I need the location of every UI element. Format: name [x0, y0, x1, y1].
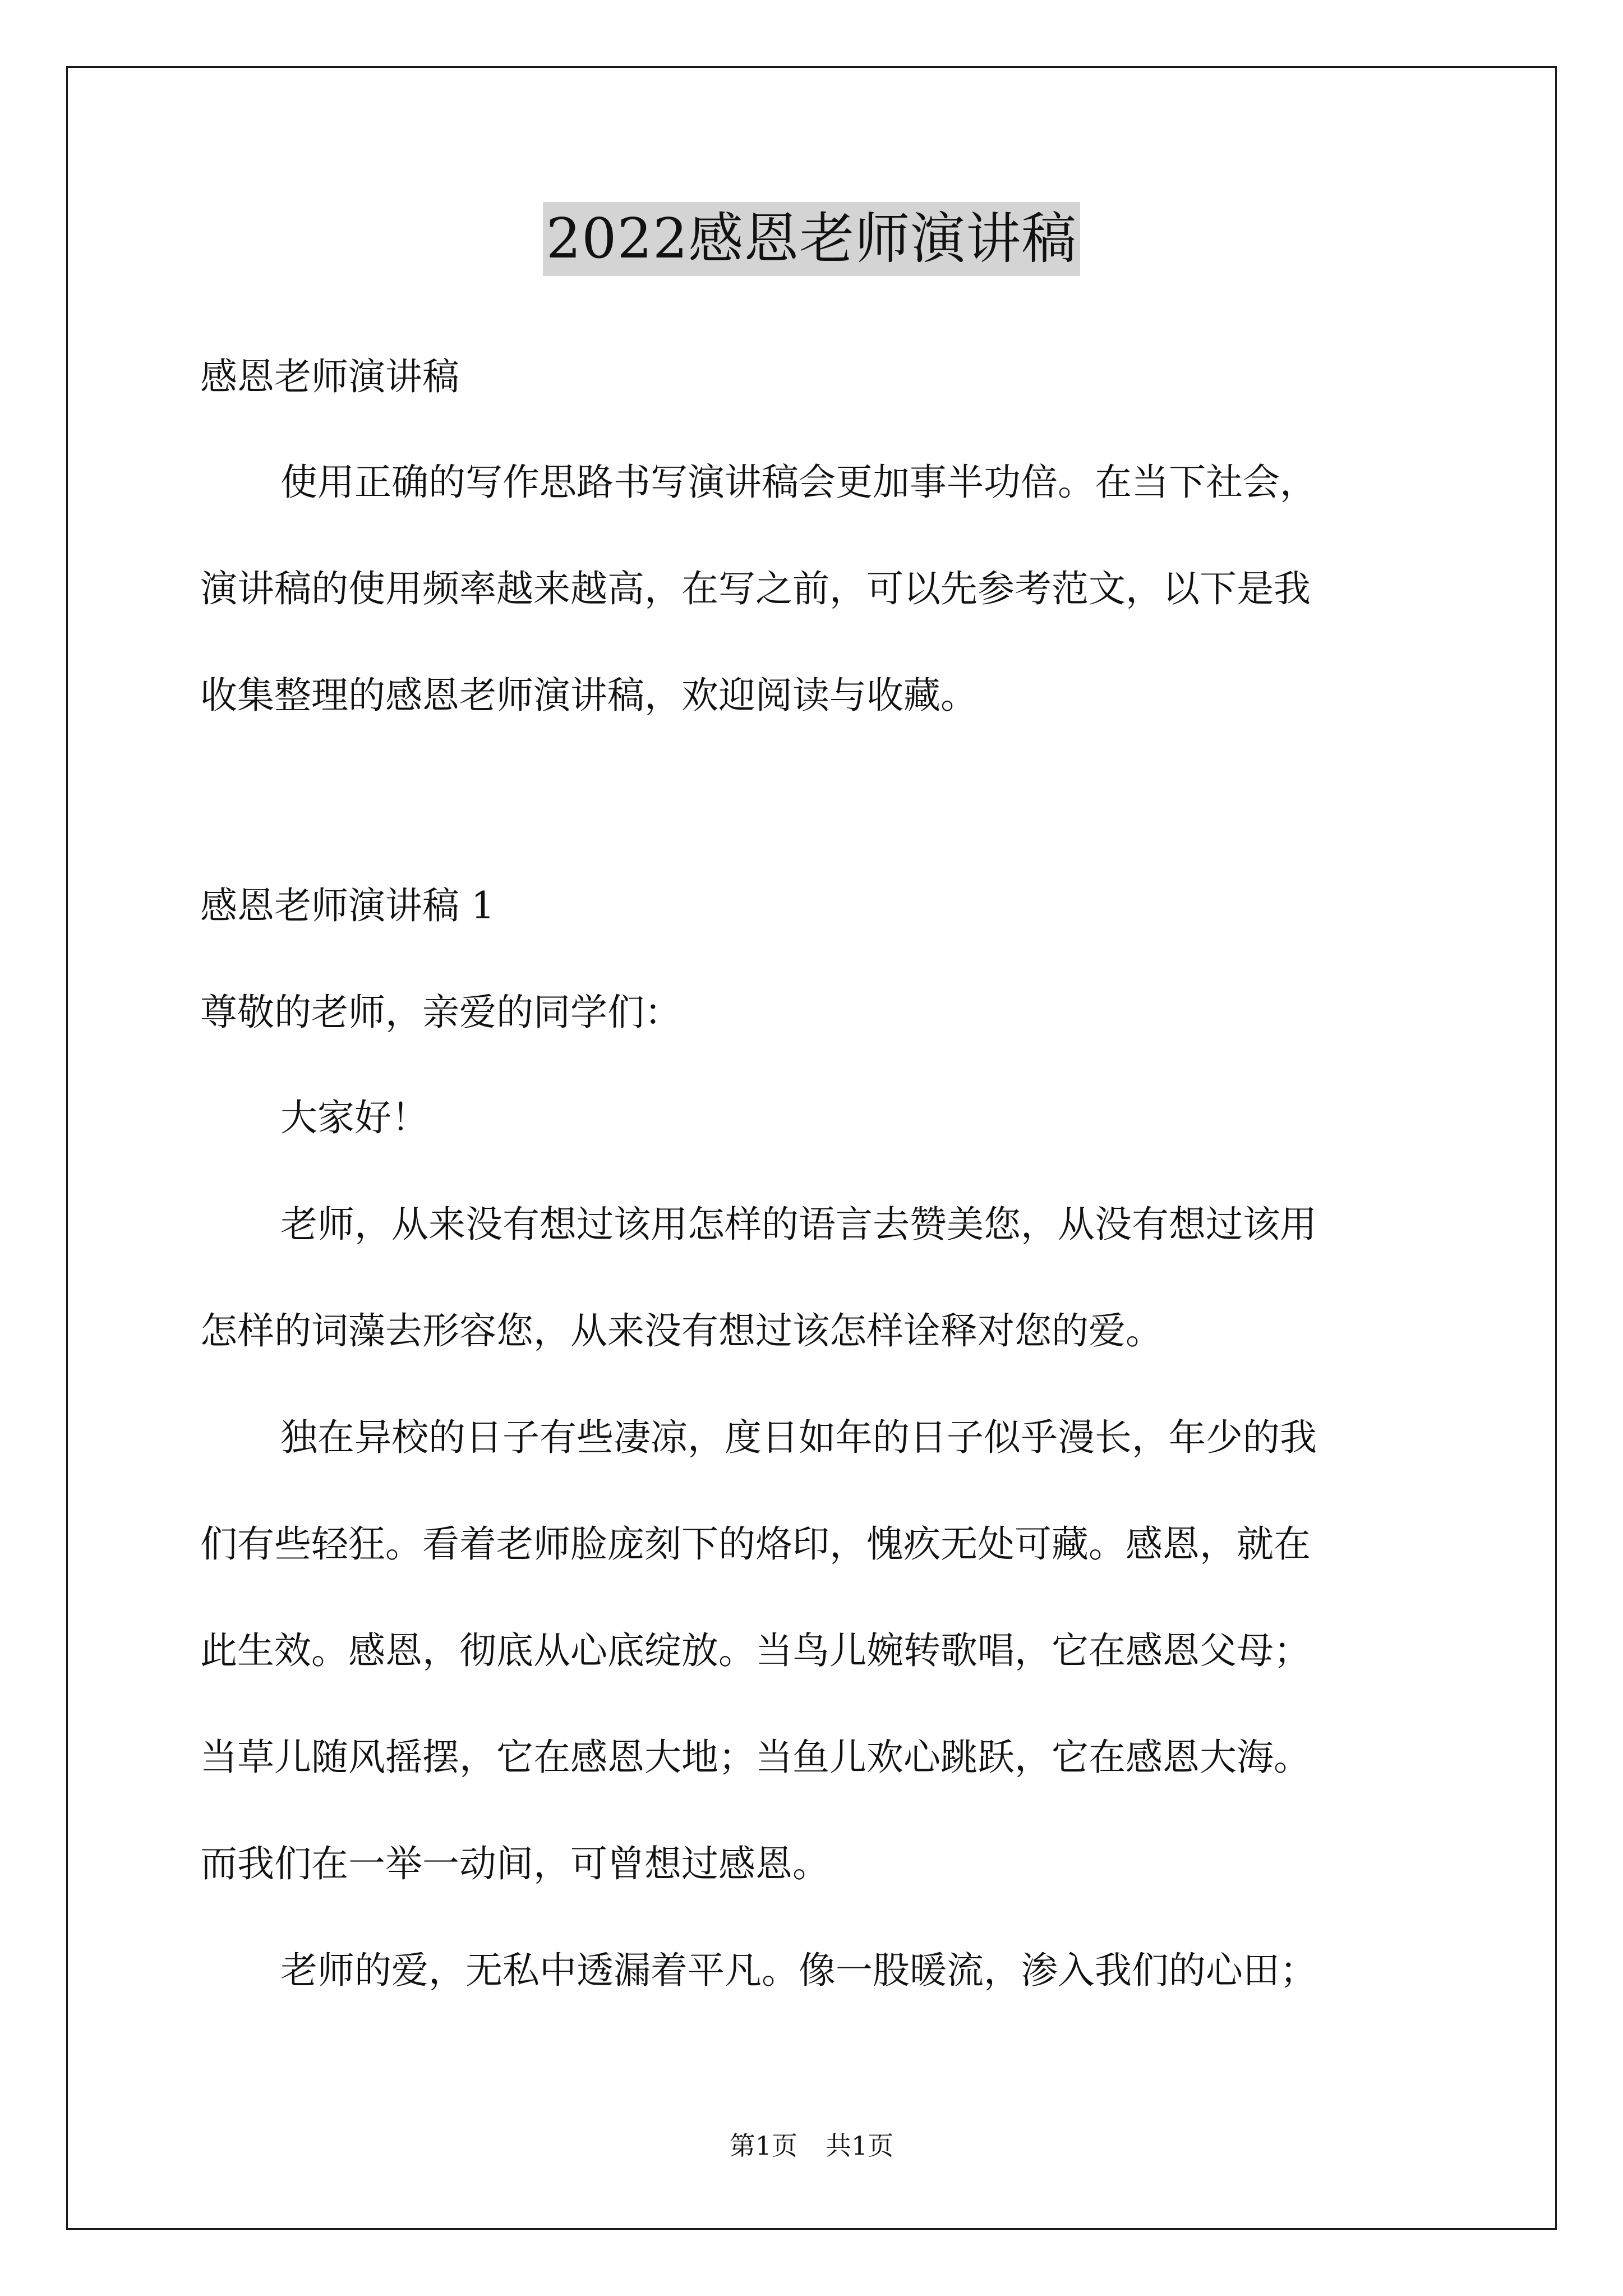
intro-line: 演讲稿的使用频率越来越高，在写之前，可以先参考范文，以下是我: [200, 567, 1311, 610]
page-number: 第1页: [729, 2131, 797, 2161]
paragraph-line: 老师的爱，无私中透漏着平凡。像一股暖流，渗入我们的心田；: [280, 1949, 1317, 1992]
page-total: 共1页: [826, 2131, 894, 2161]
paragraph-line: 老师，从来没有想过该用怎样的语言去赞美您，从没有想过该用: [280, 1203, 1317, 1246]
section-heading: 感恩老师演讲稿 1: [200, 884, 495, 927]
subtitle: 感恩老师演讲稿: [200, 355, 459, 398]
intro-line: 收集整理的感恩老师演讲稿，欢迎阅读与收藏。: [200, 674, 978, 717]
paragraph-line: 当草儿随风摇摆，它在感恩大地；当鱼儿欢心跳跃，它在感恩大海。: [200, 1736, 1311, 1779]
paragraph-line: 独在异校的日子有些凄凉，度日如年的日子似乎漫长，年少的我: [280, 1416, 1317, 1459]
document-title: 2022感恩老师演讲稿: [543, 202, 1080, 276]
paragraph-line: 们有些轻狂。看着老师脸庞刻下的烙印，愧疚无处可藏。感恩，就在: [200, 1522, 1311, 1566]
paragraph-line: 而我们在一举一动间，可曾想过感恩。: [200, 1842, 829, 1885]
title-container: [0, 202, 1623, 276]
salutation: 尊敬的老师，亲爱的同学们：: [200, 991, 681, 1034]
paragraph-line: 此生效。感恩，彻底从心底绽放。当鸟儿婉转歌唱，它在感恩父母；: [200, 1629, 1311, 1672]
intro-line: 使用正确的写作思路书写演讲稿会更加事半功倍。在当下社会，: [280, 461, 1317, 504]
page-footer: [0, 2129, 1623, 2162]
paragraph-line: 怎样的词藻去形容您，从来没有想过该怎样诠释对您的爱。: [200, 1309, 1163, 1352]
greeting: 大家好！: [280, 1096, 428, 1139]
